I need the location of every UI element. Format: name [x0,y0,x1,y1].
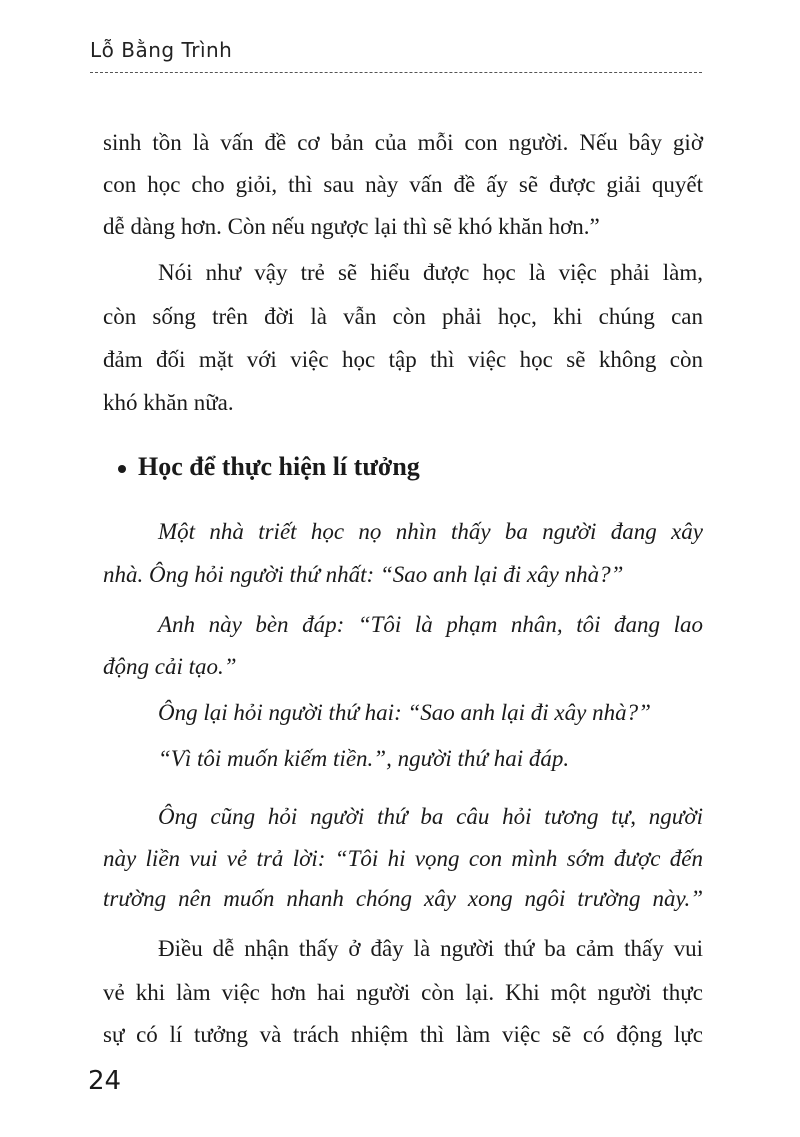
text-line: Một nhà triết học nọ nhìn thấy ba người đang xây [158,519,703,544]
bullet-icon [118,465,126,473]
text-line: sự có lí tưởng và trách nhiệm thì làm việc sẽ có động lực [103,1022,703,1047]
page-number: 24 [88,1066,122,1096]
text-line: Nói như vậy trẻ sẽ hiểu được học là việc phải làm, [158,260,703,285]
running-header-author: Lỗ Bằng Trình [90,38,233,62]
text-line: này liền vui vẻ trả lời: “Tôi hi vọng con mình sớm được đến [103,846,703,871]
text-line: động cải tạo.” [103,654,237,679]
header-divider [90,72,702,73]
section-heading-text: Học để thực hiện lí tưởng [138,452,420,481]
text-line: Anh này bèn đáp: “Tôi là phạm nhân, tôi đang lao [158,612,703,637]
text-line: Ông cũng hỏi người thứ ba câu hỏi tương tự, người [158,804,703,829]
text-line: “Vì tôi muốn kiếm tiền.”, người thứ hai đáp. [158,746,570,771]
text-line: vẻ khi làm việc hơn hai người còn lại. Khi một người thực [103,980,703,1005]
section-heading [118,452,420,482]
text-line: còn sống trên đời là vẫn còn phải học, khi chúng can [103,304,703,329]
text-line: con học cho giỏi, thì sau này vấn đề ấy sẽ được giải quyết [103,172,703,197]
text-line: khó khăn nữa. [103,390,234,415]
text-line: đảm đối mặt với việc học tập thì việc học sẽ không còn [103,347,703,372]
text-line: sinh tồn là vấn đề cơ bản của mỗi con người. Nếu bây giờ [103,130,703,155]
text-line: Điều dễ nhận thấy ở đây là người thứ ba cảm thấy vui [158,936,703,961]
text-line: trường nên muốn nhanh chóng xây xong ngôi trường này.” [103,886,703,911]
text-line: nhà. Ông hỏi người thứ nhất: “Sao anh lại đi xây nhà?” [103,562,624,587]
text-line: Ông lại hỏi người thứ hai: “Sao anh lại đi xây nhà?” [158,700,651,725]
text-line: dễ dàng hơn. Còn nếu ngược lại thì sẽ khó khăn hơn.” [103,214,600,239]
